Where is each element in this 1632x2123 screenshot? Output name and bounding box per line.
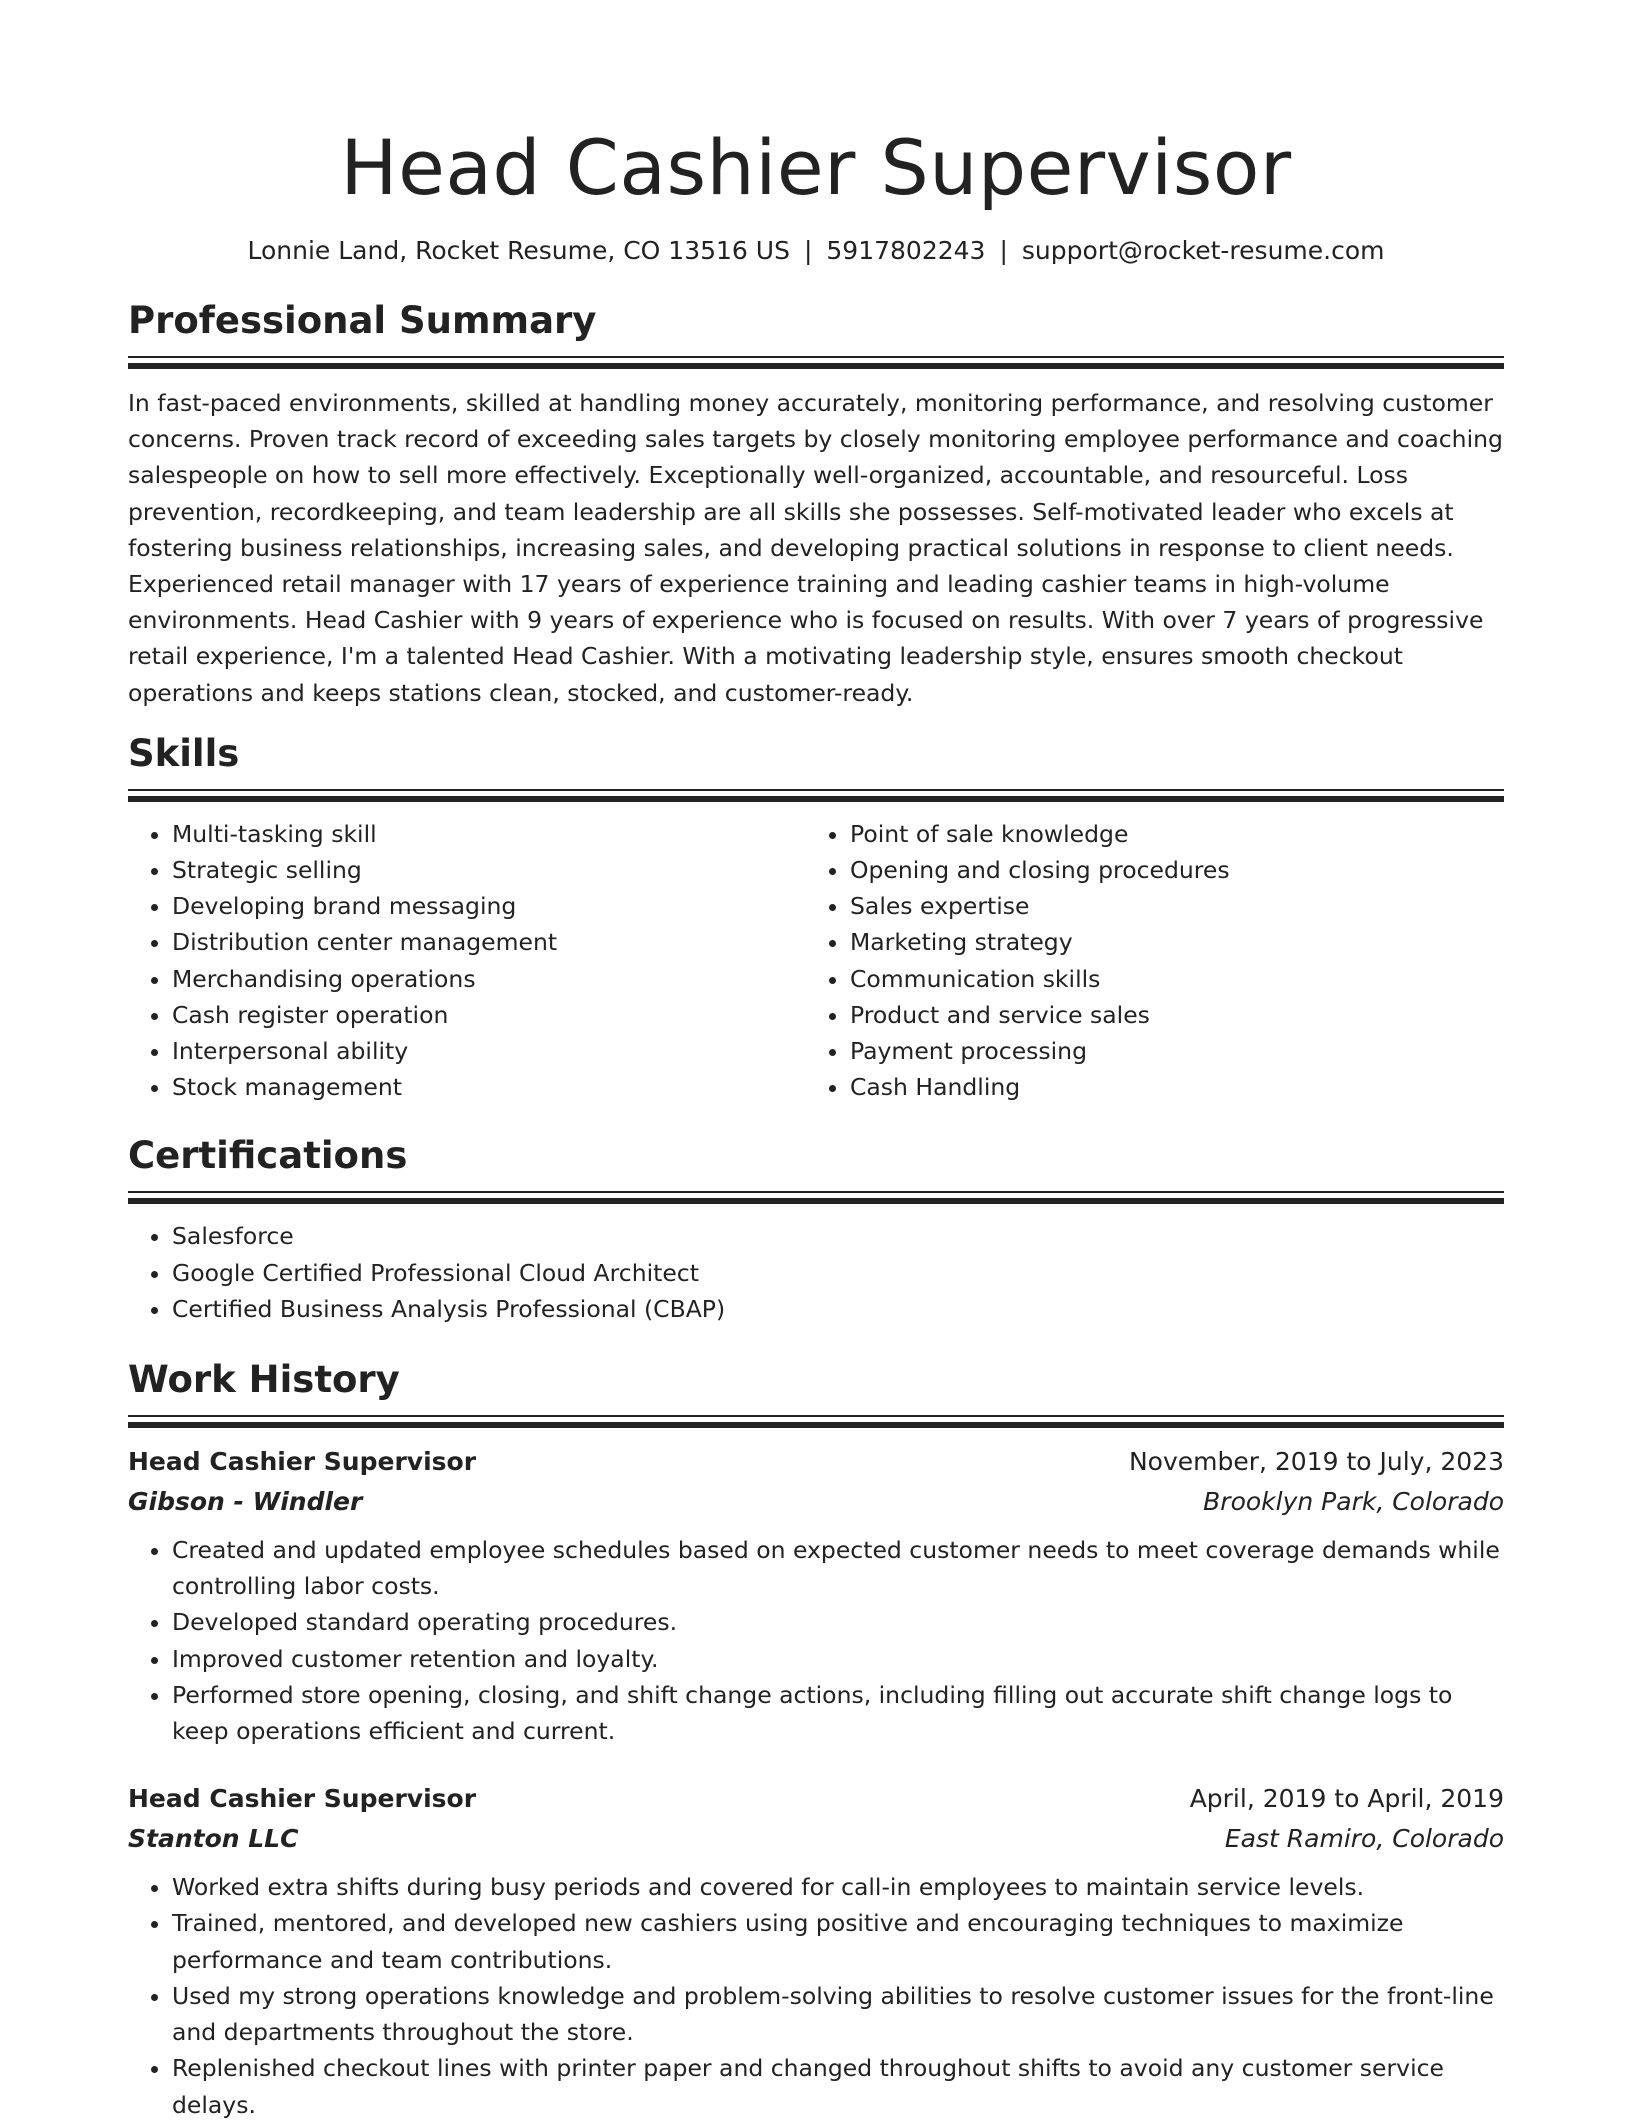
skill-item: • Cash register operation	[172, 997, 806, 1033]
section-divider	[128, 356, 1504, 358]
skills-column-right	[806, 816, 1484, 1106]
section-title-summary: Professional Summary	[128, 299, 597, 342]
contact-separator: |	[999, 236, 1008, 265]
skills-list-left	[128, 816, 806, 1106]
skill-item: • Product and service sales	[850, 997, 1484, 1033]
section-title-certifications: Certifications	[128, 1134, 408, 1178]
skill-item: • Cash Handling	[850, 1069, 1484, 1105]
job-company: Gibson - Windler	[128, 1487, 363, 1517]
skill-item: • Stock management	[172, 1069, 806, 1105]
skill-item: • Multi-tasking skill	[172, 816, 806, 852]
certification-item: • Certified Business Analysis Professional (CBAP)	[172, 1291, 1504, 1327]
job-duty-item: • Performed store opening, closing, and shift change actions, including filling out accurate shift change logs to keep operations efficient and current.	[172, 1677, 1504, 1749]
certifications-list	[128, 1218, 1504, 1327]
job-subheader	[128, 1482, 1504, 1522]
skill-item: • Sales expertise	[850, 888, 1484, 924]
job-duty-item: • Trained, mentored, and developed new cashiers using positive and encouraging techniques to maximize performance and team contributions.	[172, 1905, 1504, 1977]
job-dates: April, 2019 to April, 2019	[1189, 1784, 1504, 1814]
skill-item: • Merchandising operations	[172, 961, 806, 997]
job-duty-item: • Worked extra shifts during busy periods and covered for call-in employees to maintain service levels.	[172, 1869, 1504, 1905]
resume-page	[128, 0, 1504, 2123]
skills-columns	[128, 816, 1504, 1106]
job-title: Head Cashier Supervisor	[128, 1447, 477, 1477]
section-divider-thick	[128, 1198, 1504, 1204]
job-duty-item: • Improved customer retention and loyalty.	[172, 1641, 1504, 1677]
summary-text: In fast-paced environments, skilled at handling money accurately, monitoring performance, and resolving customer concerns. Proven track record of exceeding sales targets by closely monitoring employee performance and coaching salespeople on how to sell more effectively. Exceptionally well-organized, accountable, and resourceful. Loss prevention, recordkeeping, and team leadership are all skills she possesses. Self-motivated leader who excels at fostering business relationships, increasing sales, and developing practical solutions in response to client needs. Experienced retail manager with 17 years of experience training and leading cashier teams in high-volume environments. Head Cashier with 9 years of experience who is focused on results. With over 7 years of progressive retail experience, I'm a talented Head Cashier. With a motivating leadership style, ensures smooth checkout operations and keeps stations clean, stocked, and customer-ready.	[128, 389, 1503, 707]
certification-item: • Salesforce	[172, 1218, 1504, 1254]
section-title-skills: Skills	[128, 731, 240, 775]
contact-email: support@rocket-resume.com	[1021, 236, 1385, 265]
contact-separator: |	[803, 236, 813, 265]
job-company: Stanton LLC	[128, 1824, 299, 1854]
job-duty-item: • Used my strong operations knowledge and problem-solving abilities to resolve customer issues for the front-line and departments throughout the store.	[172, 1978, 1504, 2050]
job-duty-item: • Replenished checkout lines with printer paper and changed throughout shifts to avoid any customer service delays.	[172, 2050, 1504, 2122]
skill-item: • Opening and closing procedures	[850, 852, 1484, 888]
work-history-section	[128, 1357, 1504, 2123]
skill-item: • Strategic selling	[172, 852, 806, 888]
job-location: East Ramiro, Colorado	[1224, 1824, 1504, 1854]
section-divider	[128, 1191, 1504, 1193]
job-duties-list	[128, 1869, 1504, 2122]
skill-item: • Communication skills	[850, 961, 1484, 997]
skill-item: • Payment processing	[850, 1033, 1484, 1069]
skills-column-left	[128, 816, 806, 1106]
skill-item: • Interpersonal ability	[172, 1033, 806, 1069]
job-dates: November, 2019 to July, 2023	[1128, 1447, 1504, 1477]
skills-list-right	[806, 816, 1484, 1106]
summary-section	[128, 298, 1504, 711]
skills-section	[128, 731, 1504, 1106]
job-duty-item: • Developed standard operating procedures.	[172, 1604, 1504, 1640]
section-divider-thick	[128, 363, 1504, 369]
contact-phone: 5917802243	[826, 236, 986, 265]
certifications-section	[128, 1133, 1504, 1327]
job-entry	[128, 1779, 1504, 2122]
section-divider	[128, 1415, 1504, 1417]
job-location: Brooklyn Park, Colorado	[1203, 1487, 1504, 1517]
candidate-name: Head Cashier Supervisor	[340, 123, 1292, 212]
job-header	[128, 1779, 1504, 1819]
contact-address: Lonnie Land, Rocket Resume, CO 13516 US	[247, 236, 790, 265]
section-title-work-history: Work History	[128, 1358, 400, 1402]
job-title: Head Cashier Supervisor	[128, 1784, 477, 1814]
skill-item: • Distribution center management	[172, 924, 806, 960]
skill-item: • Point of sale knowledge	[850, 816, 1484, 852]
section-divider-thick	[128, 1422, 1504, 1428]
section-divider	[128, 789, 1504, 791]
job-duties-list	[128, 1532, 1504, 1749]
job-subheader	[128, 1819, 1504, 1859]
certification-item: • Google Certified Professional Cloud Architect	[172, 1255, 1504, 1291]
skill-item: • Marketing strategy	[850, 924, 1484, 960]
contact-line	[128, 234, 1504, 268]
section-divider-thick	[128, 796, 1504, 802]
job-header	[128, 1442, 1504, 1482]
skill-item: • Developing brand messaging	[172, 888, 806, 924]
job-duty-item: • Created and updated employee schedules based on expected customer needs to meet coverage demands while controlling labor costs.	[172, 1532, 1504, 1604]
job-entry	[128, 1442, 1504, 1749]
